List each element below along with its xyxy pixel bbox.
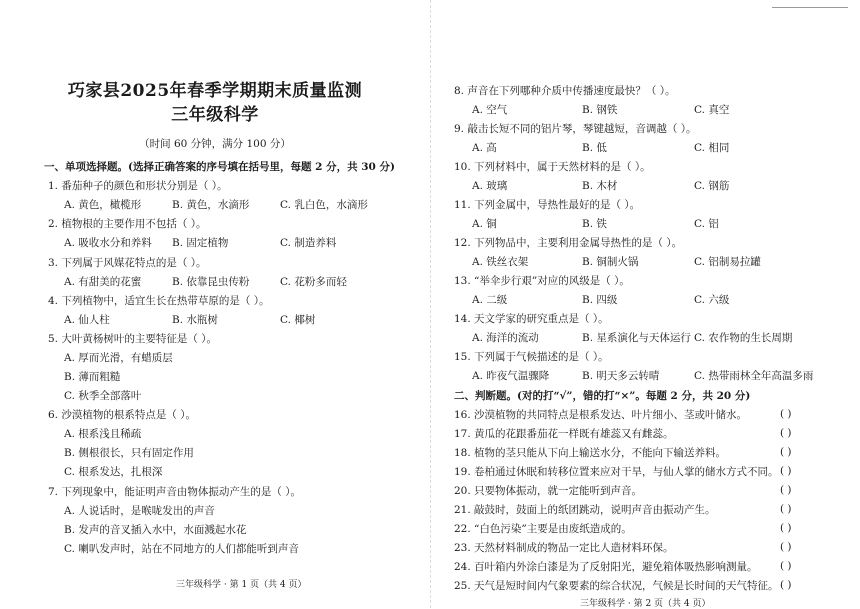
q9-option-a: A. 高 (472, 142, 497, 154)
question-5: 5. 大叶黄杨树叶的主要特征是（ ）。 (48, 333, 217, 345)
section-1-heading: 一、单项选择题。(选择正确答案的序号填在括号里，每题 2 分，共 30 分) (44, 161, 395, 173)
right-page (430, 0, 860, 608)
q10-option-b: B. 木材 (582, 180, 618, 192)
q7-option-c: C. 喇叭发声时，站在不同地方的人们都能听到声音 (64, 543, 299, 555)
q5-option-a: A. 厚而光滑，有蜡质层 (64, 352, 173, 364)
section-2-heading: 二、判断题。(对的打“√”，错的打“×”。每题 2 分，共 20 分) (454, 390, 751, 402)
q14-option-a: A. 海洋的流动 (472, 332, 539, 344)
q14-option-b: B. 星系演化与天体运行 (582, 332, 691, 344)
answer-paren-22[interactable]: ( ) (780, 522, 792, 534)
judgment-18: 18. 植物的茎只能从下向上输送水分，不能向下输送养料。 (454, 447, 727, 459)
q10-option-a: A. 玻璃 (472, 180, 508, 192)
answer-paren-18[interactable]: ( ) (780, 446, 792, 458)
q1-option-b: B. 黄色，水滴形 (172, 199, 250, 211)
q5-option-b: B. 薄而粗糙 (64, 371, 121, 383)
footer-page-2: 三年级科学 · 第 2 页（共 4 页） (580, 599, 711, 609)
q5-option-c: C. 秋季全部落叶 (64, 390, 142, 402)
q1-option-a: A. 黄色，橄榄形 (64, 199, 142, 211)
q10-option-c: C. 钢筋 (694, 180, 730, 192)
exam-subject: 三年级科学 (171, 105, 259, 125)
q6-option-b: B. 侧根很长，只有固定作用 (64, 447, 194, 459)
q2-option-c: C. 制造养料 (280, 237, 337, 249)
question-13: 13. “举伞步行艰”对应的风级是（ ）。 (454, 275, 630, 287)
judgment-25: 25. 天气是短时间内气象要素的综合状况，气候是长时间的天气特征。 (454, 580, 779, 592)
q13-option-c: C. 六级 (694, 294, 730, 306)
answer-paren-17[interactable]: ( ) (780, 427, 792, 439)
q6-option-c: C. 根系发达，扎根深 (64, 466, 163, 478)
judgment-17: 17. 黄瓜的花跟番茄花一样既有雄蕊又有雌蕊。 (454, 428, 674, 440)
exam-title: 巧家县2025年春季学期期末质量监测 (67, 81, 363, 101)
judgment-19: 19. 卷柏通过休眠和转移位置来应对干旱，与仙人掌的储水方式不同。 (454, 466, 779, 478)
q3-option-b: B. 依靠昆虫传粉 (172, 276, 250, 288)
q9-option-c: C. 相同 (694, 142, 730, 154)
judgment-23: 23. 天然材料制成的物品一定比人造材料环保。 (454, 542, 674, 554)
question-7: 7. 下列现象中，能证明声音由物体振动产生的是（ ）。 (48, 486, 301, 498)
question-10: 10. 下列材料中，属于天然材料的是（ ）。 (454, 161, 651, 173)
judgment-22: 22. “白色污染”主要是由废纸造成的。 (454, 523, 632, 535)
q7-option-a: A. 人说话时，是喉咙发出的声音 (64, 505, 215, 517)
q3-option-a: A. 有甜美的花蜜 (64, 276, 142, 288)
judgment-20: 20. 只要物体振动，就一定能听到声音。 (454, 485, 643, 497)
q15-option-b: B. 明天多云转晴 (582, 370, 660, 382)
q9-option-b: B. 低 (582, 142, 607, 154)
q14-option-c: C. 农作物的生长周期 (694, 332, 793, 344)
question-14: 14. 天文学家的研究重点是（ ）。 (454, 313, 609, 325)
q1-option-c: C. 乳白色，水滴形 (280, 199, 368, 211)
judgment-21: 21. 敲鼓时，鼓面上的纸团跳动，说明声音由振动产生。 (454, 504, 716, 516)
q2-option-b: B. 固定植物 (172, 237, 229, 249)
question-1: 1. 番茄种子的颜色和形状分别是（ ）。 (48, 180, 228, 192)
question-15: 15. 下列属于气候描述的是（ ）。 (454, 351, 609, 363)
answer-paren-16[interactable]: ( ) (780, 408, 792, 420)
question-12: 12. 下列物品中，主要利用金属导热性的是（ ）。 (454, 237, 683, 249)
q15-option-a: A. 昨夜气温骤降 (472, 370, 550, 382)
answer-paren-19[interactable]: ( ) (780, 465, 792, 477)
left-page (0, 0, 430, 608)
q4-option-a: A. 仙人柱 (64, 314, 110, 326)
answer-paren-21[interactable]: ( ) (780, 503, 792, 515)
q12-option-c: C. 铝制易拉罐 (694, 256, 761, 268)
q13-option-b: B. 四级 (582, 294, 618, 306)
answer-paren-20[interactable]: ( ) (780, 484, 792, 496)
answer-paren-23[interactable]: ( ) (780, 541, 792, 553)
question-3: 3. 下列属于风媒花特点的是（ ）。 (48, 257, 207, 269)
q11-option-c: C. 铝 (694, 218, 719, 230)
question-6: 6. 沙漠植物的根系特点是（ ）。 (48, 409, 196, 421)
question-2: 2. 植物根的主要作用不包括（ ）。 (48, 218, 207, 230)
judgment-24: 24. 百叶箱内外涂白漆是为了反射阳光，避免箱体吸热影响测量。 (454, 561, 758, 573)
question-8: 8. 声音在下列哪种介质中传播速度最快？（ ）。 (454, 85, 676, 97)
q8-option-a: A. 空气 (472, 104, 508, 116)
q2-option-a: A. 吸收水分和养料 (64, 237, 152, 249)
answer-paren-25[interactable]: ( ) (780, 579, 792, 591)
footer-page-1: 三年级科学 · 第 1 页（共 4 页） (176, 580, 307, 590)
q8-option-b: B. 钢铁 (582, 104, 618, 116)
q6-option-a: A. 根系浅且稀疏 (64, 428, 142, 440)
question-4: 4. 下列植物中，适宜生长在热带草原的是（ ）。 (48, 295, 270, 307)
q7-option-b: B. 发声的音叉插入水中，水面溅起水花 (64, 524, 247, 536)
q8-option-c: C. 真空 (694, 104, 730, 116)
q11-option-b: B. 铁 (582, 218, 607, 230)
question-9: 9. 敲击长短不同的铝片琴，琴键越短，音调越（ ）。 (454, 123, 697, 135)
q12-option-a: A. 铁丝衣架 (472, 256, 529, 268)
exam-time-info: （时间 60 分钟，满分 100 分） (139, 138, 291, 150)
q13-option-a: A. 二级 (472, 294, 508, 306)
question-11: 11. 下列金属中，导热性最好的是（ ）。 (454, 199, 641, 211)
answer-paren-24[interactable]: ( ) (780, 560, 792, 572)
q12-option-b: B. 铜制火锅 (582, 256, 639, 268)
q11-option-a: A. 铜 (472, 218, 497, 230)
q15-option-c: C. 热带雨林全年高温多雨 (694, 370, 814, 382)
judgment-16: 16. 沙漠植物的共同特点是根系发达、叶片细小、茎或叶储水。 (454, 409, 748, 421)
q4-option-b: B. 水瓶树 (172, 314, 218, 326)
q4-option-c: C. 椰树 (280, 314, 316, 326)
q3-option-c: C. 花粉多而轻 (280, 276, 347, 288)
